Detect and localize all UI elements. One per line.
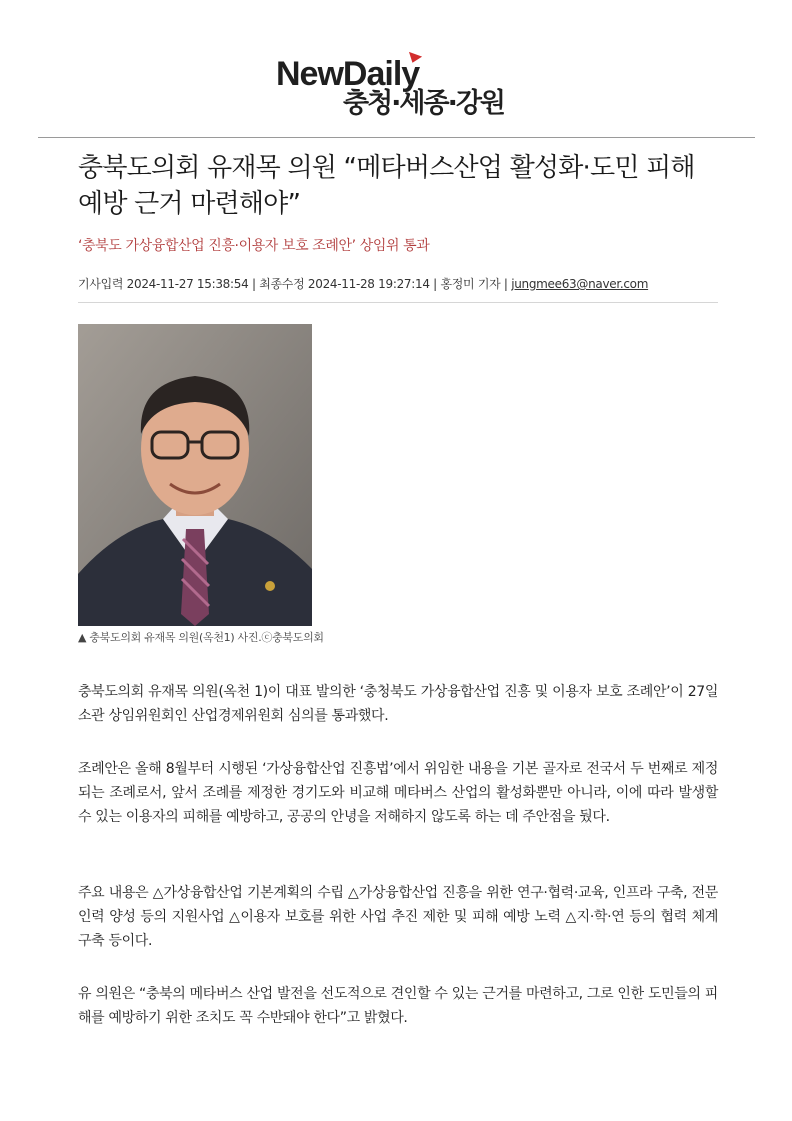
article-paragraph: 조례안은 올해 8월부터 시행된 ‘가상융합산업 진흥법’에서 위임한 내용을 기본 골자로 전국서 두 번째로 제정되는 조례로서, 앞서 조례를 제정한 경기도와 비교해 메타버스 산업의 활성화뿐만 아니라, 이에 따라 발생할 수 있는 이용자의 피해를 예방하고, 공공의 안녕을 저해하지 않도록 하는 데 주안점을 뒀다. bbox=[78, 761, 718, 825]
portrait-illustration bbox=[78, 324, 312, 626]
article-photo bbox=[78, 324, 312, 626]
byline-divider bbox=[78, 302, 718, 303]
modified-time: 최종수정 2024-11-28 19:27:14 bbox=[259, 277, 430, 291]
byline-separator: | bbox=[248, 277, 260, 291]
article-byline bbox=[78, 275, 718, 293]
article-subheadline: ‘충북도 가상융합산업 진흥·이용자 보호 조례안’ 상임위 통과 bbox=[78, 238, 430, 254]
photo-caption: ▲ 충북도의회 유재목 의원(옥천1) 사진.ⓒ충북도의회 bbox=[78, 631, 324, 644]
site-logo-region[interactable]: 충청·세종·강원 bbox=[343, 88, 505, 119]
byline-separator: | bbox=[429, 277, 441, 291]
reporter-email-link[interactable]: jungmee63@naver.com bbox=[511, 277, 649, 291]
article-paragraph: 주요 내용은 △가상융합산업 기본계획의 수립 △가상융합산업 진흥을 위한 연구·협력·교육, 인프라 구축, 전문인력 양성 등의 지원사업 △이용자 보호를 위한 사업 추진 제한 및 피해 예방 노력 △지·학·연 등의 협력 체계 구축 등이다. bbox=[78, 885, 718, 949]
site-logo[interactable]: NewDaily bbox=[276, 55, 420, 93]
byline-separator: | bbox=[500, 277, 512, 291]
reporter-name: 홍정미 기자 bbox=[440, 277, 501, 291]
published-time: 기사입력 2024-11-27 15:38:54 bbox=[78, 277, 249, 291]
article-paragraph: 유 의원은 “충북의 메타버스 산업 발전을 선도적으로 견인할 수 있는 근거를 마련하고, 그로 인한 도민들의 피해를 예방하기 위한 조치도 꼭 수반돼야 한다”고 밝혔다. bbox=[78, 986, 718, 1026]
article-paragraph: 충북도의회 유재목 의원(옥천 1)이 대표 발의한 ‘충청북도 가상융합산업 진흥 및 이용자 보호 조례안’이 27일 소관 상임위원회인 산업경제위원회 심의를 통과했다. bbox=[78, 684, 718, 724]
article-headline: 충북도의회 유재목 의원 “메타버스산업 활성화·도민 피해 예방 근거 마련해야” bbox=[78, 153, 695, 219]
header-divider bbox=[38, 137, 755, 138]
masthead bbox=[0, 52, 792, 124]
